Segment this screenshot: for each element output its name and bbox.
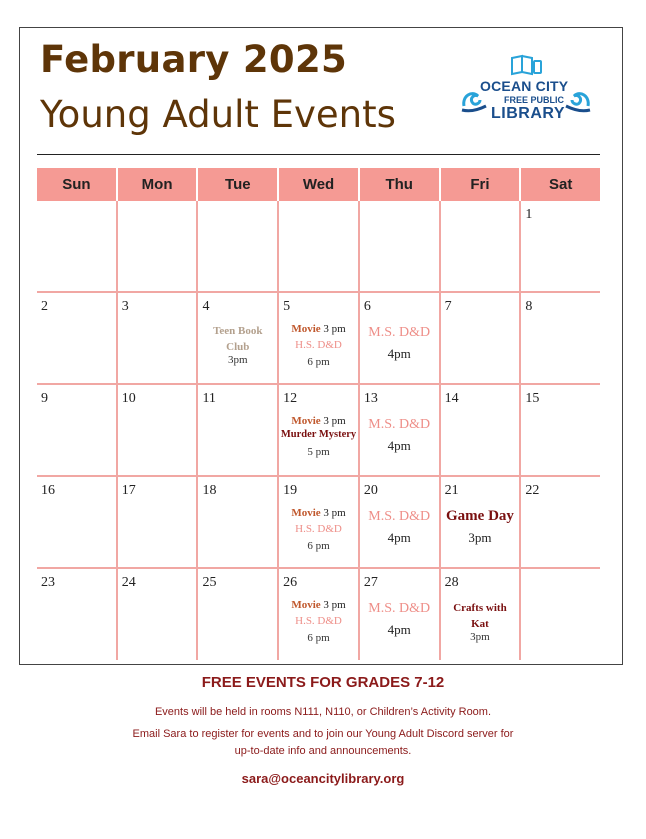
event-time: 3pm [470, 631, 490, 643]
calendar-day-24 [118, 569, 199, 660]
day-number: 23 [41, 575, 55, 590]
event-crafts-with-kat [441, 600, 520, 632]
weekday-mon: Mon [118, 168, 199, 201]
calendar-day-17 [118, 477, 199, 567]
calendar-day-12 [279, 385, 360, 475]
event-time: 3 pm [320, 323, 346, 335]
event-time: 6 pm [307, 356, 330, 368]
footer-register-note: Email Sara to register for events and to join our Young Adult Discord server for [132, 728, 514, 740]
event-time: 3pm [468, 530, 492, 545]
event-title: Movie [291, 415, 321, 427]
event-title-line: Crafts with [453, 602, 507, 614]
weekday-header [37, 168, 600, 201]
event-time: 3 pm [320, 415, 346, 427]
calendar-day-15 [521, 385, 600, 475]
footer-rooms-note: Events will be held in rooms N111, N110, or Children’s Activity Room. [154, 706, 492, 718]
calendar-day-empty [441, 201, 522, 291]
event-time: 4pm [387, 438, 411, 453]
calendar-day-empty [360, 201, 441, 291]
calendar-week [37, 385, 600, 477]
event-title: Movie [291, 323, 321, 335]
day-number: 15 [525, 391, 540, 406]
event-teen-book-club [198, 323, 277, 355]
library-logo [460, 52, 592, 124]
calendar-week [37, 201, 600, 293]
calendar-day-19 [279, 477, 360, 567]
calendar-day-9 [37, 385, 118, 475]
calendar-week [37, 569, 600, 660]
event-ms-dnd: M.S. D&D [368, 417, 431, 432]
calendar-day-empty [118, 201, 199, 291]
event-time: 3 pm [320, 599, 346, 611]
event-time: 6 pm [307, 540, 330, 552]
event-ms-dnd: M.S. D&D [368, 601, 431, 616]
calendar-day-13 [360, 385, 441, 475]
calendar-day-11 [198, 385, 279, 475]
event-time: 3pm [228, 354, 248, 366]
day-number: 13 [363, 391, 378, 406]
event-hs-dnd: H.S. D&D [295, 339, 342, 351]
event-ms-dnd: M.S. D&D [368, 325, 431, 340]
day-number: 1 [525, 207, 533, 222]
calendar-day-23 [37, 569, 118, 660]
day-number: 7 [444, 299, 452, 314]
event-hs-dnd: H.S. D&D [295, 615, 342, 627]
day-number: 21 [444, 483, 459, 498]
page-subtitle: Young Adult Events [40, 93, 396, 136]
calendar-grid [37, 201, 600, 660]
calendar-day-26 [279, 569, 360, 660]
logo-line-3: LIBRARY [491, 105, 566, 122]
day-number: 8 [525, 299, 533, 314]
day-number: 16 [41, 483, 55, 498]
event-murder-mystery: Murder Mystery [280, 429, 357, 440]
day-number: 9 [41, 391, 48, 406]
weekday-tue: Tue [198, 168, 279, 201]
day-number: 6 [363, 299, 371, 314]
day-number: 5 [283, 299, 291, 314]
day-number: 27 [363, 575, 378, 590]
header-divider [37, 154, 600, 155]
calendar-week [37, 293, 600, 385]
event-game-day: Game Day [446, 508, 514, 524]
day-number: 4 [202, 299, 210, 314]
contact-email: sara@oceancitylibrary.org [241, 771, 405, 786]
calendar-day-empty [37, 201, 118, 291]
calendar-day-25 [198, 569, 279, 660]
calendar-day-6 [360, 293, 441, 383]
event-time: 5 pm [307, 446, 330, 458]
day-number: 14 [444, 391, 459, 406]
event-ms-dnd: M.S. D&D [368, 509, 431, 524]
event-time: 4pm [387, 530, 411, 545]
event-movie [279, 415, 358, 427]
calendar-day-2 [37, 293, 118, 383]
event-time: 4pm [387, 622, 411, 637]
logo-line-1: OCEAN CITY [480, 78, 569, 94]
day-number: 3 [121, 299, 129, 314]
event-movie [279, 323, 358, 335]
day-number: 19 [283, 483, 298, 498]
calendar-day-empty [279, 201, 360, 291]
calendar-day-20 [360, 477, 441, 567]
event-movie [279, 507, 358, 519]
event-title: Movie [291, 599, 321, 611]
weekday-wed: Wed [279, 168, 360, 201]
event-title-line: Teen Book [213, 325, 263, 337]
footer-title: FREE EVENTS FOR GRADES 7-12 [201, 674, 445, 691]
calendar-day-22 [521, 477, 600, 567]
weekday-thu: Thu [360, 168, 441, 201]
calendar-day-7 [441, 293, 522, 383]
day-number: 18 [202, 483, 217, 498]
weekday-sun: Sun [37, 168, 118, 201]
calendar-day-1 [521, 201, 600, 291]
calendar-day-10 [118, 385, 199, 475]
calendar-day-28 [441, 569, 522, 660]
day-number: 28 [444, 575, 459, 590]
day-number: 17 [121, 483, 136, 498]
day-number: 10 [121, 391, 136, 406]
event-time: 6 pm [307, 632, 330, 644]
weekday-sat: Sat [549, 176, 573, 193]
logo-line-2: FREE PUBLIC [504, 95, 565, 105]
event-title-line: Club [226, 341, 250, 353]
calendar-day-21 [441, 477, 522, 567]
day-number: 11 [202, 391, 216, 406]
event-title-line: Kat [471, 618, 489, 630]
day-number: 25 [202, 575, 217, 590]
calendar-day-5 [279, 293, 360, 383]
footer-register-note-cont: up-to-date info and announcements. [234, 745, 412, 757]
page-title: February 2025 [40, 38, 348, 81]
calendar-week [37, 477, 600, 569]
day-number: 26 [283, 575, 298, 590]
event-title: Movie [291, 507, 321, 519]
calendar-day-8 [521, 293, 600, 383]
calendar-day-empty [521, 569, 600, 660]
calendar-day-empty [198, 201, 279, 291]
day-number: 20 [363, 483, 378, 498]
calendar-day-18 [198, 477, 279, 567]
event-time: 4pm [387, 346, 411, 361]
calendar-day-14 [441, 385, 522, 475]
weekday-fri: Fri [441, 168, 522, 201]
day-number: 24 [121, 575, 136, 590]
day-number: 12 [283, 391, 298, 406]
event-movie [279, 599, 358, 611]
calendar-day-27 [360, 569, 441, 660]
calendar-day-3 [118, 293, 199, 383]
event-hs-dnd: H.S. D&D [295, 523, 342, 535]
day-number: 2 [41, 299, 48, 314]
event-time: 3 pm [320, 507, 346, 519]
day-number: 22 [525, 483, 540, 498]
calendar-day-16 [37, 477, 118, 567]
calendar-day-4 [198, 293, 279, 383]
